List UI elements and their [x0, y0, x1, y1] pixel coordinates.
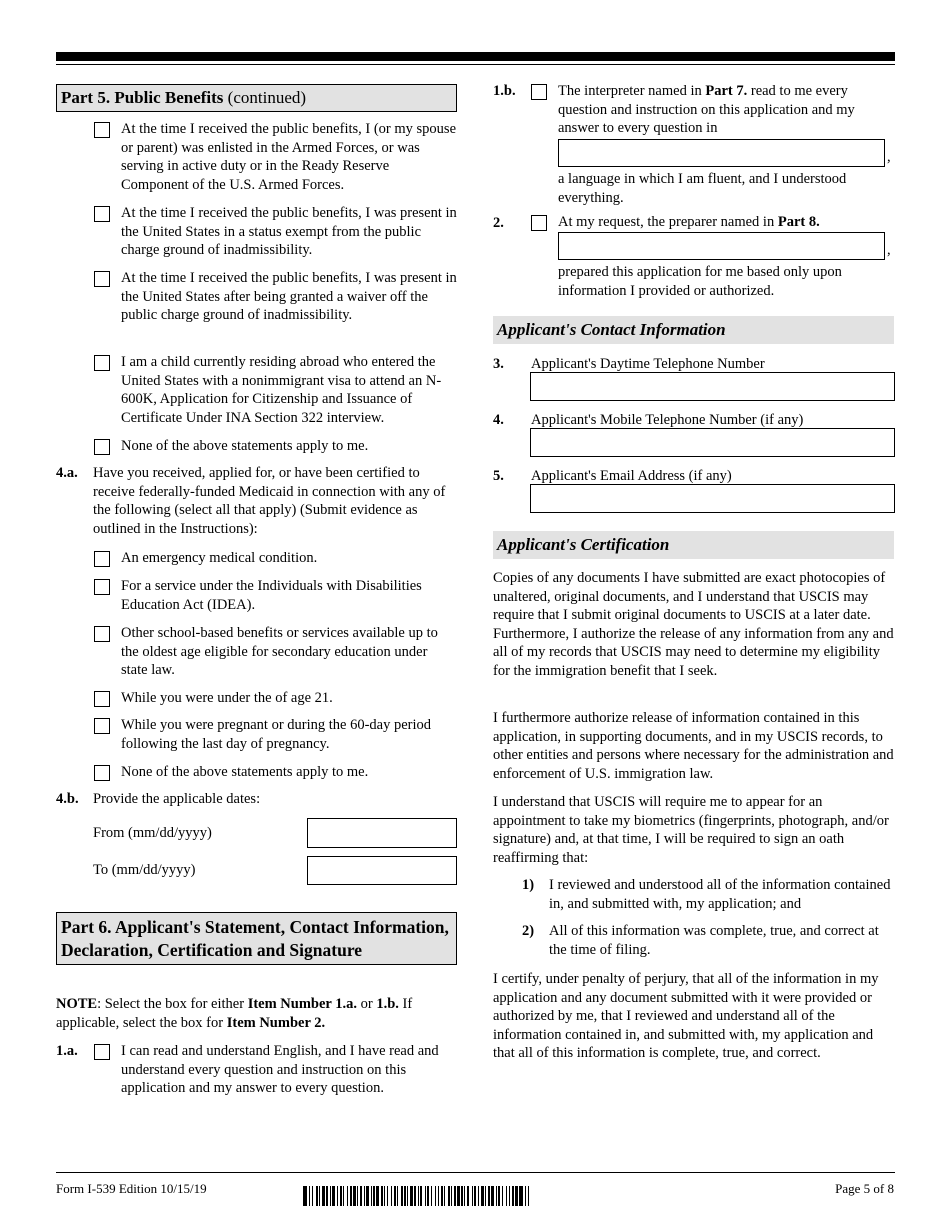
q1b-after-text: a language in which I am fluent, and I understood everything. — [558, 171, 847, 206]
benefit-armed-forces-checkbox[interactable] — [94, 122, 110, 138]
benefit-status-exempt-checkbox[interactable] — [94, 206, 110, 222]
q4-number: 4. — [493, 412, 504, 428]
q3-number: 3. — [493, 356, 504, 372]
medicaid-idea-text: For a service under the Individuals with Disabilities Education Act (IDEA). — [121, 578, 422, 613]
medicaid-pregnant-text: While you were pregnant or during the 60-day period following the last day of pregnancy. — [121, 717, 432, 752]
footer-rule — [56, 1172, 895, 1173]
medicaid-school-checkbox[interactable] — [94, 626, 110, 642]
mobile-phone-input[interactable] — [530, 428, 895, 457]
q1b-text-2: read to me every question and instruction on this application and my answer to every question in — [558, 83, 855, 136]
note-text-2: If applicable, select the box for — [56, 996, 413, 1031]
note-or: or — [356, 996, 377, 1012]
barcode-bar — [528, 1186, 529, 1206]
part5-title-suffix: (continued) — [227, 88, 307, 107]
part6-header: Part 6. Applicant's Statement, Contact Information, Declaration, Certification and Signature — [56, 912, 457, 965]
benefit-armed-forces-text: At the time I received the public benefits, I (or my spouse or parent) was enlisted in the Armed Forces, or was serving in active duty or in the Ready Reserve Component of the U.S. Armed Forces. — [121, 121, 457, 193]
q1a-number: 1.a. — [56, 1043, 78, 1059]
oath-item-1-number: 1) — [522, 877, 535, 893]
note-label: NOTE — [56, 996, 98, 1012]
medicaid-none-text: None of the above statements apply to me. — [121, 764, 369, 780]
q4b-question: Provide the applicable dates: — [93, 791, 261, 807]
medicaid-emergency-text: An emergency medical condition. — [121, 550, 318, 566]
q2-text-1: At my request, the preparer named in — [558, 214, 778, 230]
benefit-waiver-checkbox[interactable] — [94, 271, 110, 287]
medicaid-pregnant-checkbox[interactable] — [94, 718, 110, 734]
certification-header: Applicant's Certification — [493, 531, 894, 559]
oath-item-2-text: All of this information was complete, true, and correct at the time of filing. — [549, 923, 879, 958]
benefit-child-abroad-text: I am a child currently residing abroad who entered the United States with a nonimmigrant visa to attend an N-600K, Application for Citizenship and Issuance of Certificate Under INA Section 322 interview. — [121, 354, 442, 426]
q4a-number: 4.a. — [56, 465, 78, 481]
benefit-none-text: None of the above statements apply to me. — [121, 438, 369, 454]
benefit-waiver-text: At the time I received the public benefits, I was present in the United States after being granted a waiver off the public charge ground of inadmissibility. — [121, 270, 457, 323]
q4a-question: Have you received, applied for, or have been certified to receive federally-funded Medicaid in connection with any of the following (select all that apply) (Submit evidence as outlined in the Instructions): — [93, 465, 446, 537]
part5-title: Part 5. Public Benefits — [61, 88, 224, 107]
from-date-input[interactable] — [307, 818, 457, 848]
q4b-number: 4.b. — [56, 791, 79, 807]
medicaid-emergency-checkbox[interactable] — [94, 551, 110, 567]
top-thin-rule — [56, 64, 895, 65]
to-date-label: To (mm/dd/yyyy) — [93, 862, 196, 878]
q1a-checkbox[interactable] — [94, 1044, 110, 1060]
q5-number: 5. — [493, 468, 504, 484]
daytime-phone-input[interactable] — [530, 372, 895, 401]
q1a-text: I can read and understand English, and I have read and understand every question and instruction on this application and my answer to every question. — [121, 1043, 439, 1096]
page-number: Page 5 of 8 — [835, 1181, 894, 1196]
part5-header — [56, 84, 457, 112]
certification-para-4: I certify, under penalty of perjury, that all of the information in my application and any document submitted with it were provided or authorized by me, that I reviewed and understand all of the information contained in, and submitted with, my application and that all of this information is complete, true, and correct. — [493, 971, 879, 1061]
medicaid-none-checkbox[interactable] — [94, 765, 110, 781]
part6-note — [56, 995, 457, 1032]
from-date-label: From (mm/dd/yyyy) — [93, 825, 212, 841]
medicaid-under21-checkbox[interactable] — [94, 691, 110, 707]
q2-text — [558, 213, 895, 232]
q1b-text-1: The interpreter named in — [558, 83, 706, 99]
preparer-name-input[interactable] — [558, 232, 885, 260]
certification-para-1: Copies of any documents I have submitted are exact photocopies of unaltered, original documents, and I understand that USCIS may require that I submit original documents to USCIS at a later date. Furthermore, I authorize the release of any information from any and all of my records that USCIS may need to determine my eligibility for the immigration benefit that I seek. — [493, 570, 894, 679]
oath-item-1-text: I reviewed and understood all of the information contained in, and submitted with, my application; and — [549, 877, 891, 912]
contact-info-header: Applicant's Contact Information — [493, 316, 894, 344]
comma-2: , — [887, 242, 891, 258]
note-item-1a: Item Number 1.a. — [247, 996, 357, 1012]
note-item-1b: 1.b. — [376, 996, 399, 1012]
q2-part8: Part 8. — [777, 214, 820, 230]
benefit-child-abroad-checkbox[interactable] — [94, 355, 110, 371]
certification-para-3: I understand that USCIS will require me to appear for an appointment to take my biometrics (fingerprints, photograph, and/or signature) and, at that time, I will be required to sign an oath reaffirming that: — [493, 794, 889, 866]
comma-1: , — [887, 149, 891, 165]
q2-after-text: prepared this application for me based only upon information I provided or authorized. — [558, 264, 842, 299]
to-date-input[interactable] — [307, 856, 457, 885]
q1b-number: 1.b. — [493, 83, 516, 99]
benefit-none-checkbox[interactable] — [94, 439, 110, 455]
interpreter-language-input[interactable] — [558, 139, 885, 167]
medicaid-under21-text: While you were under the of age 21. — [121, 690, 333, 706]
q1b-part7: Part 7. — [705, 83, 748, 99]
q2-number: 2. — [493, 215, 504, 231]
mobile-phone-label: Applicant's Mobile Telephone Number (if any) — [531, 412, 804, 428]
oath-item-2-number: 2) — [522, 923, 535, 939]
barcode — [303, 1186, 713, 1206]
form-edition: Form I-539 Edition 10/15/19 — [56, 1181, 207, 1196]
top-rule — [56, 52, 895, 61]
q1b-text — [558, 82, 895, 138]
q1b-checkbox[interactable] — [531, 84, 547, 100]
certification-para-2: I furthermore authorize release of information contained in this application, in supporting documents, and in my USCIS records, to other entities and persons where necessary for the administration and enforcement of U.S. immigration law. — [493, 710, 894, 782]
note-item-2: Item Number 2. — [226, 1014, 326, 1031]
daytime-phone-label: Applicant's Daytime Telephone Number — [531, 356, 765, 372]
medicaid-idea-checkbox[interactable] — [94, 579, 110, 595]
email-label: Applicant's Email Address (if any) — [531, 468, 732, 484]
benefit-status-exempt-text: At the time I received the public benefits, I was present in the United States in a status exempt from the public charge ground of inadmissibility. — [121, 205, 457, 258]
q2-checkbox[interactable] — [531, 215, 547, 231]
medicaid-school-text: Other school-based benefits or services available up to the oldest age eligible for secondary education under state law. — [121, 625, 438, 678]
email-input[interactable] — [530, 484, 895, 513]
note-text-1: : Select the box for either — [97, 996, 248, 1012]
